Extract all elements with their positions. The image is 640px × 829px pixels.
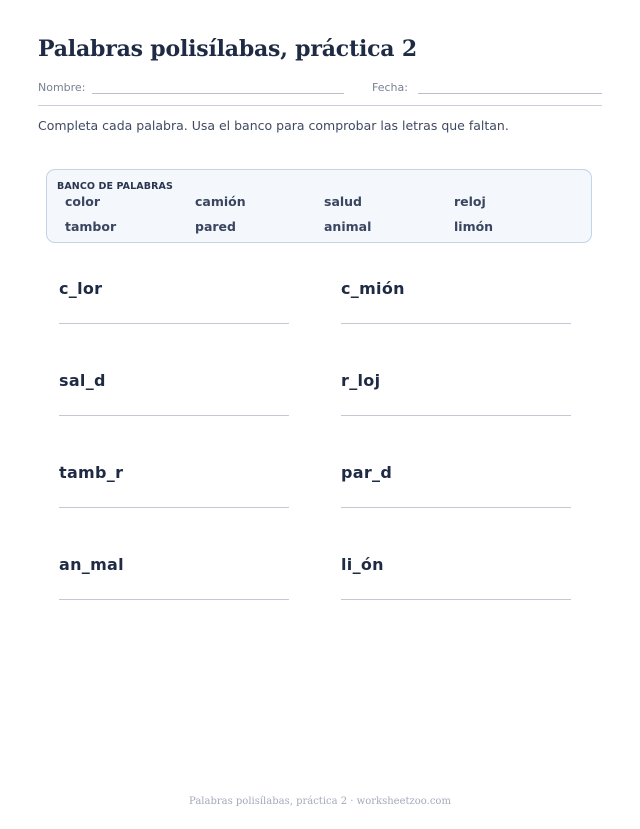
- bank-word: reloj: [454, 194, 486, 209]
- bank-word: camión: [195, 194, 246, 209]
- name-label: Nombre:: [38, 81, 86, 94]
- header-divider: [38, 105, 602, 106]
- date-label: Fecha:: [372, 81, 408, 94]
- exercise-prompt: sal_d: [59, 371, 106, 390]
- date-field[interactable]: [418, 93, 602, 94]
- exercise-prompt: li_ón: [341, 555, 384, 574]
- word-bank: [46, 169, 592, 243]
- bank-word: animal: [324, 219, 372, 234]
- bank-word: pared: [195, 219, 236, 234]
- answer-line[interactable]: [341, 323, 571, 324]
- name-field[interactable]: [92, 93, 344, 94]
- exercise-prompt: tamb_r: [59, 463, 124, 482]
- exercise-prompt: c_mión: [341, 279, 405, 298]
- name-date-row: [38, 80, 602, 96]
- answer-line[interactable]: [341, 599, 571, 600]
- worksheet-title: Palabras polisílabas, práctica 2: [38, 36, 417, 62]
- exercise-prompt: c_lor: [59, 279, 103, 298]
- answer-line[interactable]: [59, 507, 289, 508]
- word-bank-title: BANCO DE PALABRAS: [57, 181, 173, 192]
- bank-word: color: [65, 194, 101, 209]
- page-footer: Palabras polisílabas, práctica 2 · worksheetzoo.com: [189, 796, 451, 807]
- bank-word: salud: [324, 194, 363, 209]
- answer-line[interactable]: [341, 415, 571, 416]
- answer-line[interactable]: [59, 599, 289, 600]
- exercise-prompt: r_loj: [341, 371, 381, 390]
- exercise-prompt: an_mal: [59, 555, 124, 574]
- instructions: Completa cada palabra. Usa el banco para comprobar las letras que faltan.: [38, 118, 509, 133]
- answer-line[interactable]: [341, 507, 571, 508]
- exercise-prompt: par_d: [341, 463, 393, 482]
- answer-line[interactable]: [59, 415, 289, 416]
- bank-word: limón: [454, 219, 494, 234]
- bank-word: tambor: [65, 219, 117, 234]
- answer-line[interactable]: [59, 323, 289, 324]
